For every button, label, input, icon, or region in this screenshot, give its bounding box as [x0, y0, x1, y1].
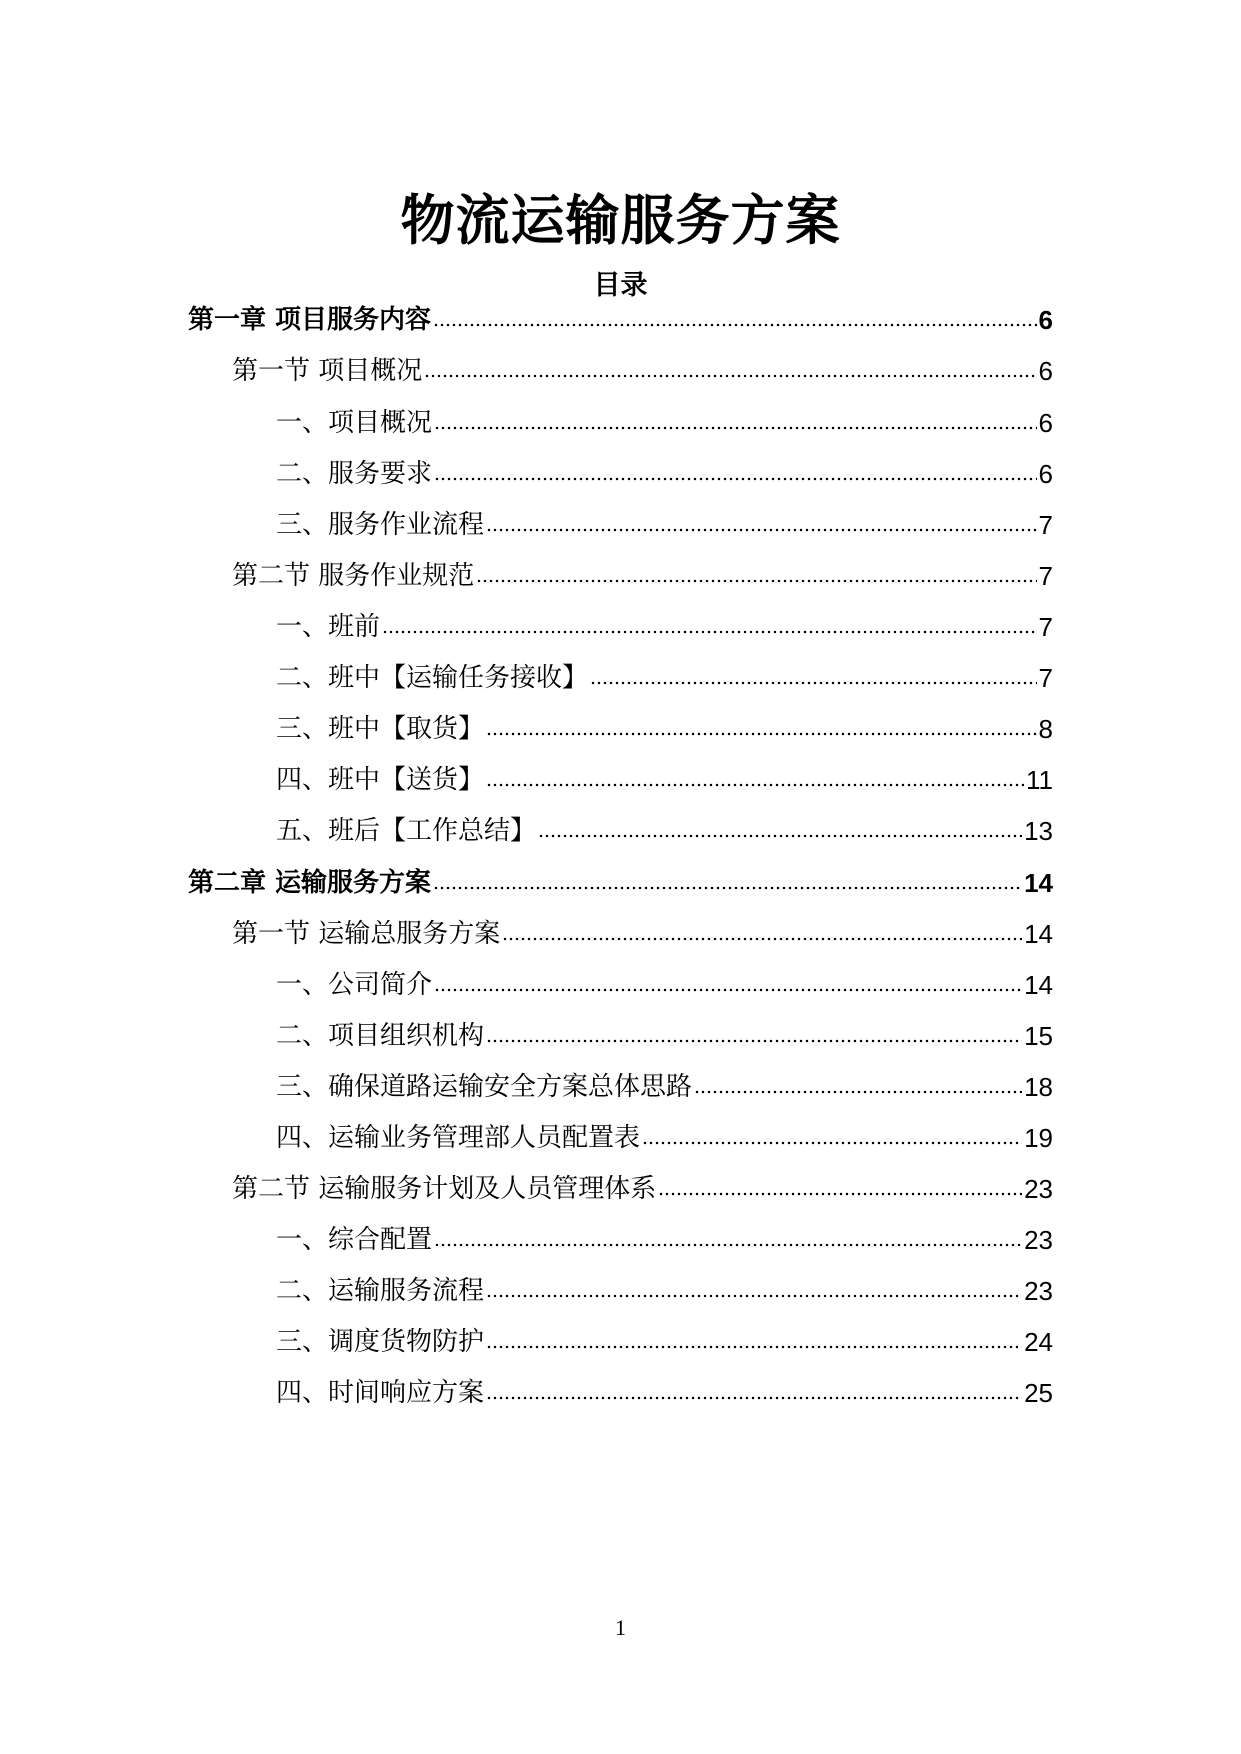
toc-entry-page: 24: [1024, 1327, 1053, 1357]
toc-entry[interactable]: [276, 1060, 1053, 1100]
toc-entry-page: 23: [1024, 1225, 1053, 1255]
toc-entry-label: 一、项目概况: [276, 408, 433, 438]
toc-entry-label: 四、班中【送货】: [276, 765, 485, 795]
toc-entry-page: 13: [1024, 816, 1053, 846]
toc-entry-page: 25: [1024, 1378, 1053, 1408]
toc-entry-page: 14: [1024, 868, 1053, 898]
toc-entry[interactable]: [276, 651, 1053, 691]
toc-entry[interactable]: [276, 702, 1053, 742]
toc-entry-page: 18: [1024, 1072, 1053, 1102]
toc-entry-label: 第二节 服务作业规范: [232, 561, 475, 591]
dot-leader: [434, 1243, 1022, 1247]
dot-leader: [486, 783, 1024, 787]
toc-entry[interactable]: [276, 1366, 1053, 1406]
dot-leader: [486, 732, 1037, 736]
toc-entry[interactable]: [276, 1264, 1053, 1304]
toc-entry[interactable]: [276, 498, 1053, 538]
toc-entry[interactable]: [232, 1162, 1053, 1202]
toc-entry[interactable]: [232, 344, 1053, 384]
dot-leader: [486, 528, 1037, 532]
toc-entry-page: 14: [1024, 970, 1053, 1000]
toc-entry-page: 23: [1024, 1276, 1053, 1306]
toc-entry-page: 6: [1038, 305, 1053, 335]
toc-entry[interactable]: [276, 1213, 1053, 1253]
toc-entry-label: 二、项目组织机构: [276, 1021, 485, 1051]
toc-entry-page: 6: [1038, 408, 1053, 438]
toc-entry-page: 6: [1038, 459, 1053, 489]
toc-entry-label: 二、班中【运输任务接收】: [276, 663, 589, 693]
dot-leader: [486, 1294, 1022, 1298]
toc-entry-label: 一、公司简介: [276, 970, 433, 1000]
toc-entry-label: 第一节 项目概况: [232, 356, 423, 386]
toc-entry-label: 二、服务要求: [276, 459, 433, 489]
toc-entry-label: 三、调度货物防护: [276, 1327, 485, 1357]
toc-entry[interactable]: [276, 396, 1053, 436]
toc-entry-label: 一、班前: [276, 612, 381, 642]
toc-entry-page: 19: [1024, 1123, 1053, 1153]
toc-entry[interactable]: [188, 293, 1053, 333]
toc-entry-page: 7: [1038, 663, 1053, 693]
dot-leader: [434, 426, 1037, 430]
toc-entry-page: 7: [1038, 612, 1053, 642]
toc-entry[interactable]: [276, 958, 1053, 998]
toc-entry-page: 6: [1038, 356, 1053, 386]
dot-leader: [434, 988, 1022, 992]
toc-entry-page: 7: [1038, 510, 1053, 540]
toc-entry-label: 五、班后【工作总结】: [276, 816, 537, 846]
toc-entry-label: 三、确保道路运输安全方案总体思路: [276, 1072, 693, 1102]
toc-entry-label: 第一节 运输总服务方案: [232, 919, 501, 949]
dot-leader: [590, 681, 1037, 685]
dot-leader: [433, 886, 1022, 890]
dot-leader: [486, 1039, 1022, 1043]
toc-entry[interactable]: [232, 549, 1053, 589]
dot-leader: [382, 630, 1037, 634]
toc-entry[interactable]: [232, 907, 1053, 947]
toc-entry-label: 二、运输服务流程: [276, 1276, 485, 1306]
toc-entry[interactable]: [188, 856, 1053, 896]
dot-leader: [502, 937, 1022, 941]
toc-entry-page: 8: [1038, 714, 1053, 744]
toc-entry-label: 三、服务作业流程: [276, 510, 485, 540]
toc-entry[interactable]: [276, 600, 1053, 640]
toc-entry-label: 三、班中【取货】: [276, 714, 485, 744]
dot-leader: [658, 1192, 1022, 1196]
toc-entry-label: 第一章 项目服务内容: [188, 305, 432, 335]
dot-leader: [486, 1396, 1022, 1400]
toc-entry-label: 第二章 运输服务方案: [188, 868, 432, 898]
toc-entry[interactable]: [276, 1315, 1053, 1355]
dot-leader: [433, 323, 1036, 327]
toc-entry-label: 四、时间响应方案: [276, 1378, 485, 1408]
toc-entry-page: 11: [1026, 765, 1053, 795]
toc-entry-label: 一、综合配置: [276, 1225, 433, 1255]
dot-leader: [434, 477, 1037, 481]
toc-entry[interactable]: [276, 804, 1053, 844]
dot-leader: [642, 1141, 1022, 1145]
dot-leader: [694, 1090, 1022, 1094]
toc-entry[interactable]: [276, 753, 1053, 793]
dot-leader: [486, 1345, 1022, 1349]
page-number: 1: [615, 1615, 626, 1640]
toc-entry-page: 15: [1024, 1021, 1053, 1051]
toc-entry-label: 四、运输业务管理部人员配置表: [276, 1123, 641, 1153]
toc-entry[interactable]: [276, 1009, 1053, 1049]
document-title: 物流运输服务方案: [400, 189, 841, 253]
toc-entry-label: 第二节 运输服务计划及人员管理体系: [232, 1174, 657, 1204]
dot-leader: [424, 374, 1036, 378]
toc-entry[interactable]: [276, 447, 1053, 487]
toc-entry[interactable]: [276, 1111, 1053, 1151]
dot-leader: [476, 579, 1036, 583]
dot-leader: [538, 834, 1022, 838]
toc-entry-page: 7: [1038, 561, 1053, 591]
toc-entry-page: 23: [1024, 1174, 1053, 1204]
toc-heading: 目录: [593, 270, 648, 301]
toc-entry-page: 14: [1024, 919, 1053, 949]
